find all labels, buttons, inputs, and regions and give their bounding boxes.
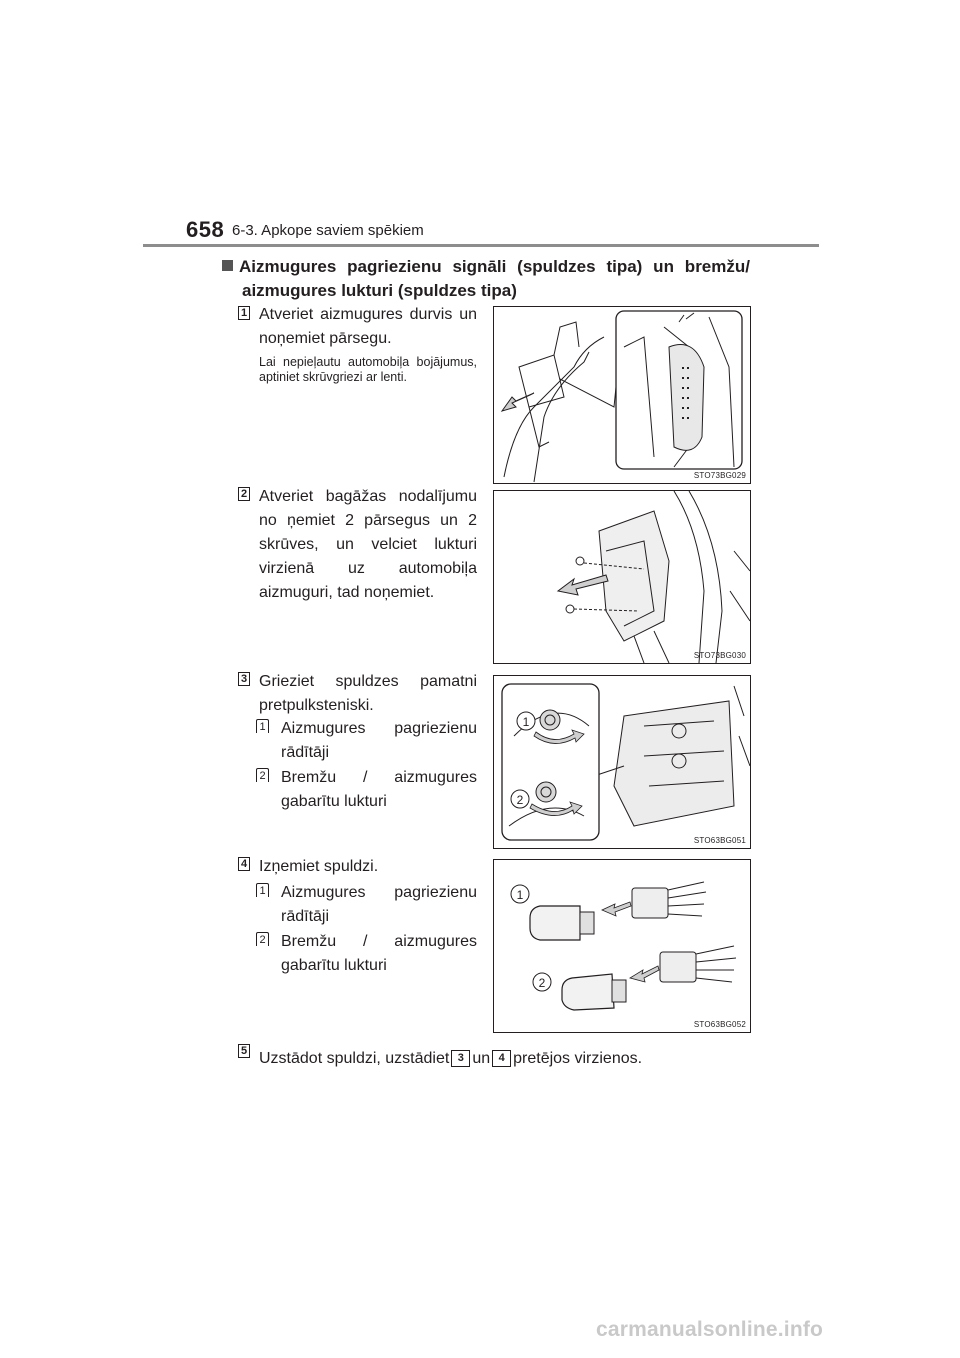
item-number-1: 1 [256, 719, 269, 733]
arrow-icon [602, 902, 631, 916]
step-5-text-middle: un [472, 1050, 491, 1067]
page-heading [222, 255, 750, 303]
step-badge-2: 2 [238, 487, 250, 501]
heading-line-2: aizmugures lukturi (spuldzes tipa) [242, 281, 517, 300]
step-3-item-1: Aizmugures pagriezienu rādītāji [281, 720, 477, 761]
arrow-icon [630, 966, 659, 982]
step-badge-5: 5 [238, 1044, 250, 1058]
figure-code: STO73BG029 [693, 471, 746, 480]
rear-door-cover-illustration [494, 307, 750, 483]
bulb-icon [530, 906, 580, 940]
step-5-text [259, 1047, 642, 1071]
figure-code: STO73BG030 [693, 651, 746, 660]
figure-step-4 [493, 859, 751, 1033]
step-4-item-2: Bremžu / aizmugures gabarītu lukturi [281, 933, 477, 974]
step-5-text-after: pretējos virzienos. [513, 1050, 643, 1067]
bulb-removal-illustration [494, 860, 750, 1032]
step-badge-4: 4 [238, 857, 250, 871]
page-number: 658 [186, 217, 225, 242]
figure-step-1 [493, 306, 751, 484]
step-badge-3: 3 [238, 672, 250, 686]
step-5-text-before: Uzstādot spuldzi, uzstādiet [259, 1050, 450, 1067]
callout-2: 2 [538, 976, 546, 990]
callout-1: 1 [522, 715, 530, 729]
callout-2: 2 [516, 793, 524, 807]
step-badge-1: 1 [238, 306, 250, 320]
section-title: 6-3. Apkope saviem spēkiem [232, 222, 424, 239]
arrow-icon [558, 575, 608, 595]
square-bullet-icon [222, 260, 233, 271]
figure-step-2 [493, 490, 751, 664]
header-rule [143, 244, 819, 247]
tail-lamp-removal-illustration [494, 491, 750, 663]
figure-code: STO63BG051 [693, 836, 746, 845]
step-3-item-2: Bremžu / aizmugures gabarītu lukturi [281, 769, 477, 810]
step-1-note: Lai nepieļautu automobiļa bojājumus, aptiniet skrūvgriezi ar lenti. [259, 355, 477, 384]
item-number-1: 1 [256, 883, 269, 897]
step-4-item-1: Aizmugures pagriezienu rādītāji [281, 884, 477, 925]
callout-1: 1 [516, 888, 524, 902]
figure-code: STO63BG052 [693, 1020, 746, 1029]
step-ref-3: 3 [451, 1050, 470, 1067]
heading-line-1: Aizmugures pagriezienu signāli (spuldzes tipa) un bremžu/ [239, 257, 750, 276]
step-3-text: Grieziet spuldzes pamatni pretpulksteniski. [259, 673, 477, 714]
item-number-2: 2 [256, 932, 269, 946]
step-1-text: Atveriet aizmugures durvis un noņemiet pārsegu. [259, 306, 477, 347]
bulb-icon [562, 974, 614, 1010]
bulb-socket-rotation-illustration [494, 676, 750, 848]
watermark: carmanualsonline.info [596, 1318, 824, 1341]
item-number-2: 2 [256, 768, 269, 782]
step-2-text: Atveriet bagāžas nodalījumu no ņemiet 2 pārsegus un 2 skrūves, un velciet lukturi virzienā uz automobiļa aizmuguri, tad noņemiet. [259, 488, 477, 601]
figure-step-3 [493, 675, 751, 849]
step-4-text: Izņemiet spuldzi. [259, 858, 379, 875]
step-ref-4: 4 [492, 1050, 511, 1067]
